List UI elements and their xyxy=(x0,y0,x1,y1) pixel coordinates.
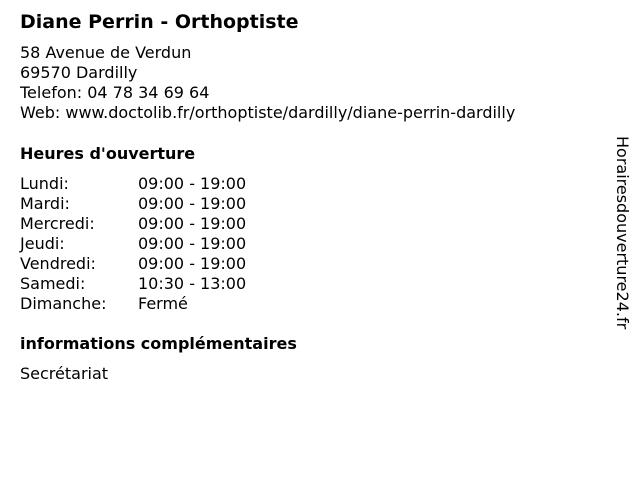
hours-day: Samedi: xyxy=(20,274,86,293)
hours-time: 09:00 - 19:00 xyxy=(138,194,247,213)
page-title: Diane Perrin - Orthoptiste xyxy=(20,11,299,33)
hours-day: Mardi: xyxy=(20,194,70,213)
address-city: 69570 Dardilly xyxy=(20,63,138,82)
additional-info-text: Secrétariat xyxy=(20,364,109,383)
hours-day: Jeudi: xyxy=(20,234,65,253)
hours-time: 09:00 - 19:00 xyxy=(138,234,247,253)
address-street: 58 Avenue de Verdun xyxy=(20,43,192,62)
hours-time: 09:00 - 19:00 xyxy=(138,174,247,193)
hours-time: Fermé xyxy=(138,294,188,313)
hours-day: Vendredi: xyxy=(20,254,96,273)
address-block xyxy=(20,43,515,123)
hours-day: Dimanche: xyxy=(20,294,107,313)
phone-number: Telefon: 04 78 34 69 64 xyxy=(20,83,210,102)
website: Web: www.doctolib.fr/orthoptiste/dardilly/diane-perrin-dardilly xyxy=(20,103,516,122)
site-watermark: Horairesdouverture24.fr xyxy=(613,136,632,330)
opening-hours-heading: Heures d'ouverture xyxy=(20,144,196,163)
additional-info-heading: informations complémentaires xyxy=(20,334,297,353)
hours-day: Mercredi: xyxy=(20,214,95,233)
hours-time: 10:30 - 13:00 xyxy=(138,274,247,293)
hours-day: Lundi: xyxy=(20,174,69,193)
hours-time: 09:00 - 19:00 xyxy=(138,254,247,273)
hours-time: 09:00 - 19:00 xyxy=(138,214,247,233)
